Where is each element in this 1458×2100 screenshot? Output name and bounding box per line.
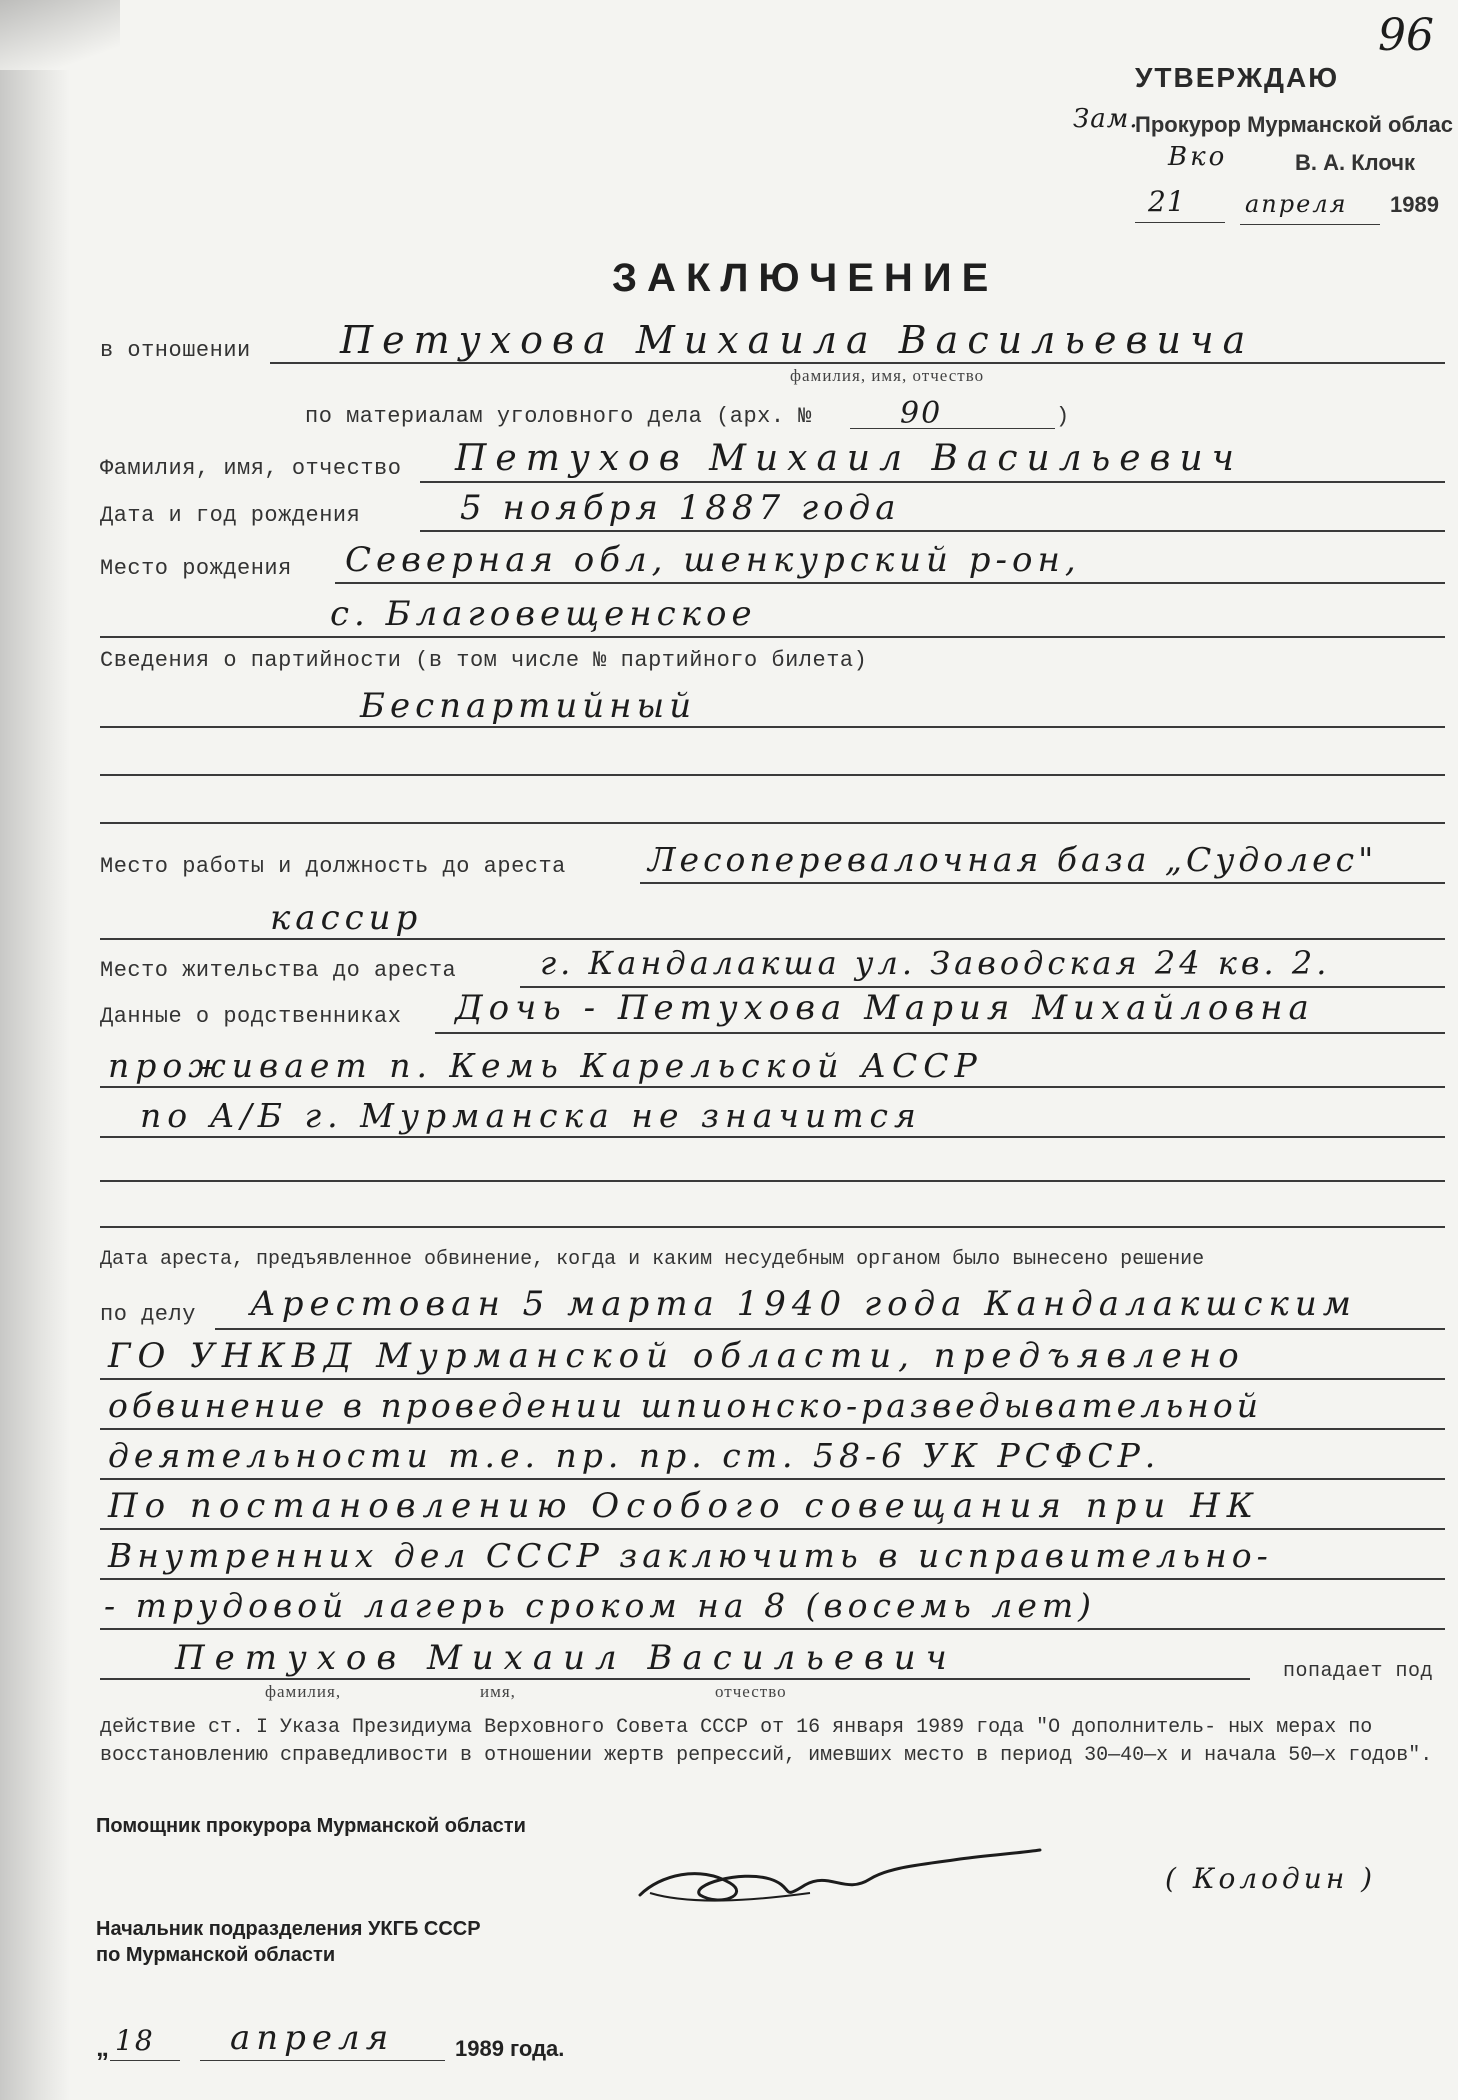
pob-label: Место рождения bbox=[100, 556, 292, 581]
conclusion-caption-3: отчество bbox=[715, 1682, 787, 1701]
scan-fold bbox=[0, 0, 120, 70]
relatives-line-5 bbox=[100, 1226, 1445, 1228]
conclusion-falls-under: попадает под bbox=[1283, 1660, 1434, 1683]
footer-year: 1989 года. bbox=[455, 2036, 565, 2061]
arrest-line-1: Арестован 5 марта 1940 года Кандалакшским bbox=[250, 1284, 1357, 1324]
footer-quote-open: „ bbox=[96, 2032, 109, 2062]
work-line-2 bbox=[100, 938, 1445, 940]
fio-value: Петухов Михаил Васильевич bbox=[455, 438, 1244, 479]
arrest-rule-6 bbox=[100, 1578, 1445, 1580]
pob-line-1 bbox=[335, 582, 1445, 584]
subject-label: в отношении bbox=[100, 338, 251, 363]
arrest-line-4: деятельности т.е. пр. пр. ст. 58-6 УК РСФСР. bbox=[108, 1436, 1161, 1475]
work-line-1 bbox=[640, 882, 1445, 884]
relatives-value-3: по А/Б г. Мурманска не значится bbox=[140, 1096, 922, 1135]
relatives-line-2 bbox=[100, 1086, 1445, 1088]
pob-value-2: с. Благовещенское bbox=[330, 594, 757, 634]
assistant-signature bbox=[630, 1835, 1050, 1925]
arrest-rule-5 bbox=[100, 1528, 1445, 1530]
conclusion-name: Петухов Михаил Васильевич bbox=[175, 1638, 957, 1678]
party-line-3 bbox=[100, 822, 1445, 824]
assistant-name: ( Колодин ) bbox=[1165, 1862, 1377, 1895]
approval-year: 1989 bbox=[1390, 192, 1439, 217]
arrest-rule-7 bbox=[100, 1628, 1445, 1630]
relatives-line-3 bbox=[100, 1136, 1445, 1138]
arrest-line-2: ГО УНКВД Мурманской области, предъявлено bbox=[108, 1336, 1246, 1376]
pob-line-2 bbox=[100, 636, 1445, 638]
approval-month: апреля bbox=[1245, 190, 1348, 218]
approval-day-line bbox=[1135, 222, 1225, 223]
arrest-rule-4 bbox=[100, 1478, 1445, 1480]
relatives-value-2: проживает п. Кемь Карельской АССР bbox=[108, 1046, 983, 1085]
footer-month: апреля bbox=[230, 2018, 395, 2058]
case-label: по материалам уголовного дела (арх. № bbox=[305, 404, 812, 429]
page-title: ЗАКЛЮЧЕНИЕ bbox=[612, 256, 999, 300]
arrest-rule-1 bbox=[215, 1328, 1445, 1330]
kgb-title-1: Начальник подразделения УКГБ СССР bbox=[96, 1918, 481, 1940]
relatives-line-1 bbox=[435, 1032, 1445, 1034]
residence-value: г. Кандалакша ул. Заводская 24 кв. 2. bbox=[540, 944, 1331, 982]
work-label: Место работы и должность до ареста bbox=[100, 854, 566, 879]
dob-value: 5 ноября 1887 года bbox=[460, 488, 901, 528]
assistant-title: Помощник прокурора Мурманской области bbox=[96, 1815, 526, 1837]
fio-line bbox=[420, 481, 1445, 483]
arrest-label-2: по делу bbox=[100, 1302, 196, 1327]
party-value: Беспартийный bbox=[360, 686, 697, 726]
arrest-line-5: По постановлению Особого совещания при НК bbox=[108, 1486, 1261, 1526]
case-number: 90 bbox=[900, 396, 943, 431]
footer-day: 18 bbox=[115, 2024, 155, 2057]
footer-day-line bbox=[110, 2060, 180, 2061]
party-line-2 bbox=[100, 774, 1445, 776]
approval-day: 21 bbox=[1148, 185, 1186, 218]
approval-header: УТВЕРЖДАЮ bbox=[1135, 62, 1340, 93]
arrest-rule-3 bbox=[100, 1428, 1445, 1430]
arrest-line-7: - трудовой лагерь сроком на 8 (восемь лет) bbox=[104, 1586, 1097, 1625]
kgb-title-2: по Мурманской области bbox=[96, 1944, 336, 1966]
approval-hand-name: Вко bbox=[1168, 142, 1228, 172]
footer-month-line bbox=[200, 2060, 445, 2061]
case-close: ) bbox=[1056, 404, 1070, 429]
work-value-1: Лесоперевалочная база „Судолес" bbox=[648, 840, 1378, 879]
subject-value: Петухова Михаила Васильевича bbox=[340, 318, 1255, 362]
case-number-line bbox=[850, 428, 1055, 429]
approval-month-line bbox=[1240, 224, 1380, 225]
dob-label: Дата и год рождения bbox=[100, 503, 361, 528]
work-value-2: кассир bbox=[270, 898, 423, 938]
relatives-value-1: Дочь - Петухова Мария Михайловна bbox=[455, 988, 1315, 1028]
arrest-line-6: Внутренних дел СССР заключить в исправительно- bbox=[108, 1536, 1273, 1575]
arrest-line-3: обвинение в проведении шпионско-разведывательной bbox=[108, 1386, 1263, 1425]
approval-hand-prefix: Зам. bbox=[1073, 104, 1139, 134]
relatives-label: Данные о родственниках bbox=[100, 1004, 402, 1029]
party-label: Сведения о партийности (в том числе № партийного билета) bbox=[100, 648, 868, 673]
arrest-rule-2 bbox=[100, 1378, 1445, 1380]
conclusion-text: действие ст. I Указа Президиума Верховного Совета СССР от 16 января 1989 года "О дополнитель- ных мерах по восстановлению справедливости в отношении жертв репрессий, имевших место в период 30—40—х и начала 50—х годов". bbox=[100, 1716, 1433, 1767]
arrest-label-1: Дата ареста, предъявленное обвинение, когда и каким несудебным органом было вынесено решение bbox=[100, 1248, 1205, 1271]
conclusion-caption-2: имя, bbox=[480, 1682, 516, 1701]
residence-label: Место жительства до ареста bbox=[100, 958, 457, 983]
pob-value-1: Северная обл, шенкурский р-он, bbox=[345, 540, 1081, 580]
approval-name: В. А. Клочк bbox=[1295, 150, 1416, 175]
scan-shadow bbox=[0, 0, 70, 2100]
fio-label: Фамилия, имя, отчество bbox=[100, 456, 402, 481]
corner-archive-mark: 96 bbox=[1378, 10, 1434, 61]
subject-line bbox=[270, 362, 1445, 364]
subject-caption: фамилия, имя, отчество bbox=[790, 366, 985, 385]
approval-position: Прокурор Мурманской облас bbox=[1135, 112, 1453, 137]
relatives-line-4 bbox=[100, 1180, 1445, 1182]
conclusion-caption-1: фамилия, bbox=[265, 1682, 342, 1701]
party-line-1 bbox=[100, 726, 1445, 728]
dob-line bbox=[420, 530, 1445, 532]
conclusion-name-line bbox=[100, 1678, 1250, 1680]
